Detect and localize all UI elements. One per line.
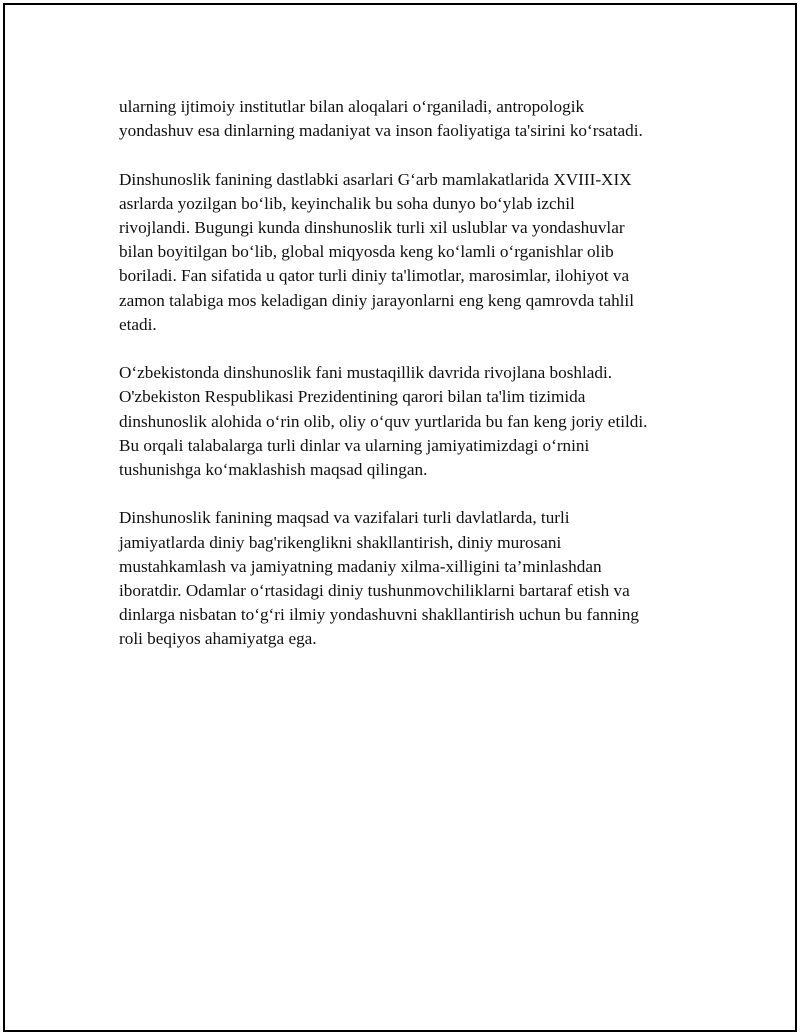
text-line: O‘zbekistonda dinshunoslik fani mustaqillik davrida rivojlana boshladi. [119, 363, 613, 383]
paragraph-1 [119, 95, 689, 143]
text-line: iboratdir. Odamlar o‘rtasidagi diniy tushunmovchiliklarni bartaraf etish va [119, 581, 630, 601]
text-line: dinshunoslik alohida o‘rin olib, oliy o‘quv yurtlarida bu fan keng joriy etildi. [119, 411, 648, 431]
text-line: asrlarda yozilgan bo‘lib, keyinchalik bu soha dunyo bo‘ylab izchil [119, 193, 575, 213]
text-line: etadi. [119, 314, 157, 334]
text-line: zamon talabiga mos keladigan diniy jarayonlarni eng keng qamrovda tahlil [119, 290, 634, 310]
paragraph-3 [119, 361, 689, 482]
document-page [3, 3, 797, 1032]
text-line: yondashuv esa dinlarning madaniyat va inson faoliyatiga ta'sirini ko‘rsatadi. [119, 121, 643, 141]
text-line: bilan boyitilgan bo‘lib, global miqyosda keng ko‘lamli o‘rganishlar olib [119, 242, 614, 262]
document-body [119, 95, 689, 676]
text-line: dinlarga nisbatan to‘g‘ri ilmiy yondashuvni shakllantirish uchun bu fanning [119, 605, 639, 625]
text-line: Dinshunoslik fanining maqsad va vazifalari turli davlatlarda, turli [119, 508, 570, 528]
text-line: mustahkamlash va jamiyatning madaniy xilma-xilligini ta’minlashdan [119, 556, 602, 576]
text-line: rivojlandi. Bugungi kunda dinshunoslik turli xil uslublar va yondashuvlar [119, 218, 625, 237]
text-line: jamiyatlarda diniy bag'rikenglikni shakllantirish, diniy murosani [119, 532, 562, 552]
text-line: tushunishga ko‘maklashish maqsad qilingan. [119, 460, 428, 480]
text-line: O'zbekiston Respublikasi Prezidentining qarori bilan ta'lim tizimida [119, 387, 586, 407]
text-line: Bu orqali talabalarga turli dinlar va ularning jamiyatimizdagi o‘rnini [119, 435, 590, 455]
paragraph-4 [119, 506, 689, 651]
text-line: boriladi. Fan sifatida u qator turli diniy ta'limotlar, marosimlar, ilohiyot va [119, 266, 630, 286]
text-line: ularning ijtimoiy institutlar bilan aloqalari o‘rganiladi, antropologik [119, 97, 585, 116]
text-line: roli beqiyos ahamiyatga ega. [119, 629, 317, 649]
paragraph-2 [119, 168, 689, 337]
text-line: Dinshunoslik fanining dastlabki asarlari G‘arb mamlakatlarida XVIII-XIX [119, 169, 632, 189]
